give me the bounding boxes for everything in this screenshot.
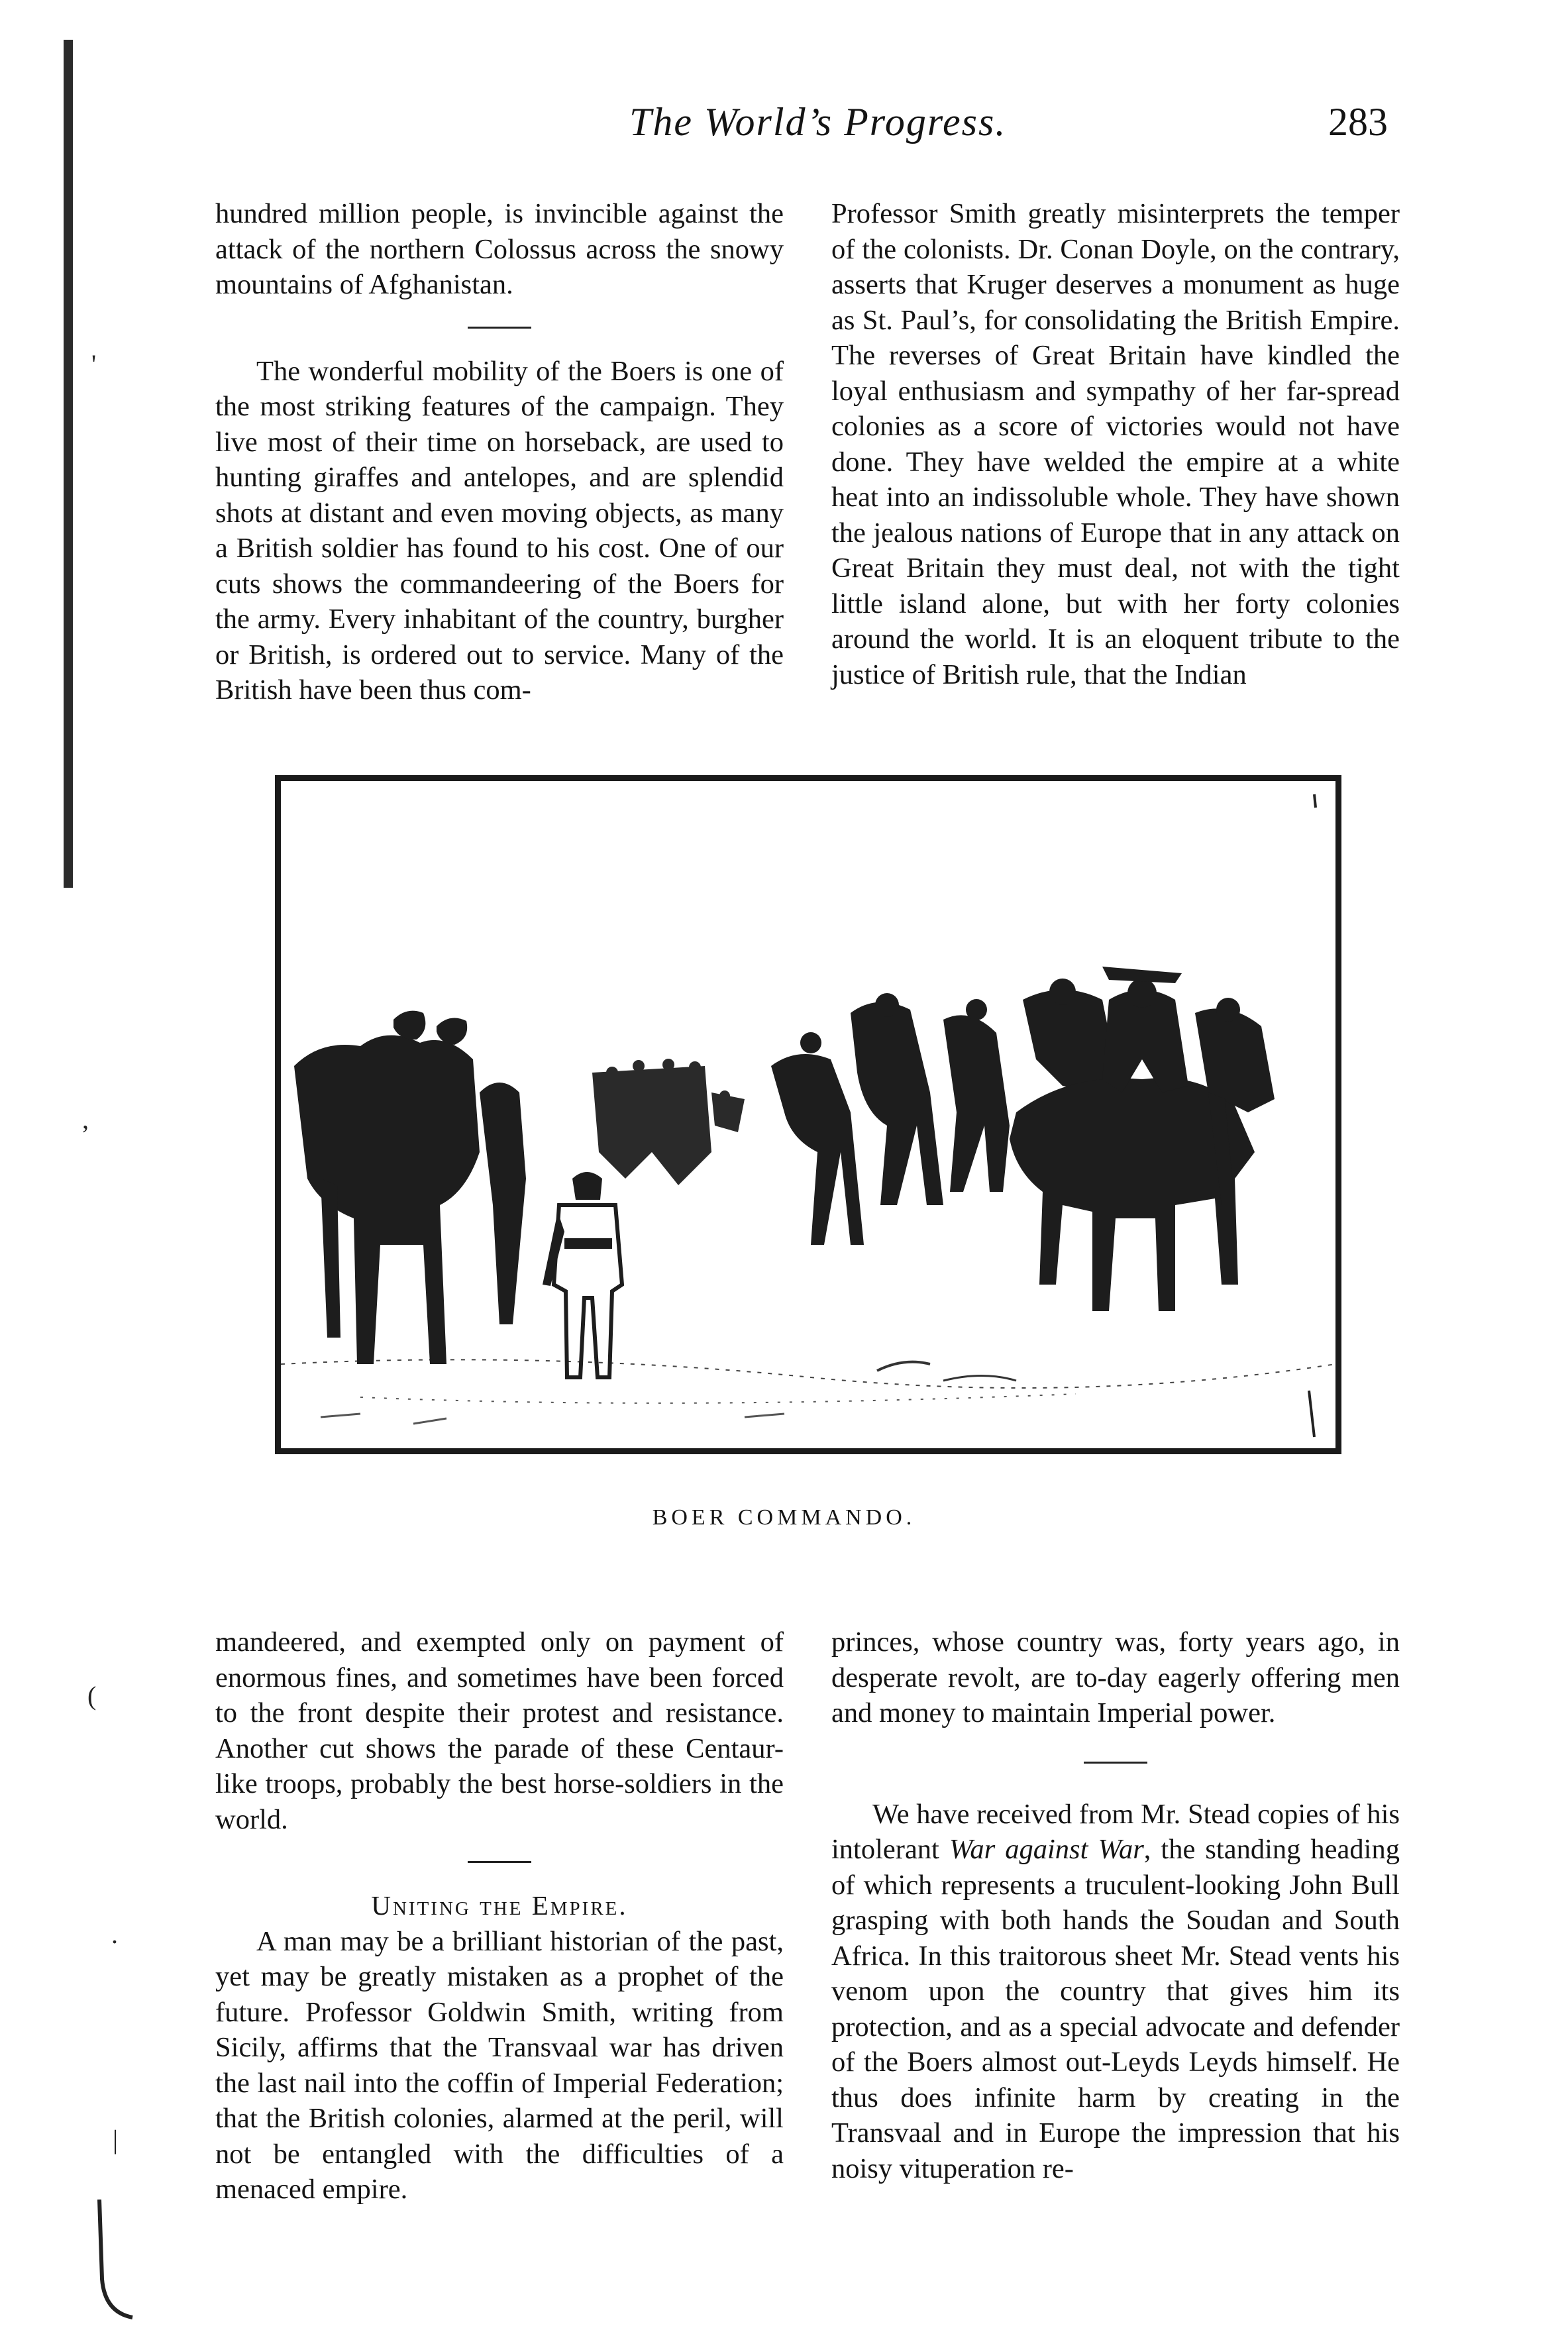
binding-edge-shadow	[64, 40, 73, 888]
paragraph: The wonderful mobility of the Boers is one of the most striking features of the campaign. They live most of their time on horseback, are used to hunting giraffes and antelopes, and are splendid shots at distant and even moving objects, as many a British soldier has found to his cost. One of our cuts shows the commandeering of the Boers for the army. Every inhabitant of the country, burgher or British, is ordered out to service. Many of the British have been thus com-	[215, 355, 784, 706]
margin-mark: '	[91, 349, 97, 379]
paragraph: Professor Smith greatly misinterprets the temper of the colonists. Dr. Conan Doyle, on the contrary, asserts that Kruger deserves a monument as huge as St. Paul’s, for consolidating the British Empire. The reverses of Great Britain have kindled the loyal enthusiasm and sympathy of her far-spread colonies as a score of victories would not have done. They have welded the empire at a white heat into an indissoluble whole. They have shown the jealous nations of Europe that in any attack on Great Britain they must deal, not with the tight little island alone, but with her forty colonies around the world. It is an eloquent tribute to the justice of British rule, that the Indian	[831, 198, 1400, 690]
journal-title: The World’s Progress.	[629, 100, 1007, 144]
engraving-picture	[281, 781, 1335, 1448]
column-bottom-left	[215, 1624, 784, 2207]
text-run: , the standing heading of which represents a truculent-looking John Bull grasping with both hands the Soudan and South Africa. In this traitorous sheet Mr. Stead vents his venom upon the country that gives him its protection, and as a special advocate and defender of the Boers almost out-Leyds Leyds himself. He thus does infinite harm by creating in the Transvaal and in Europe the impression that his noisy vituperation re-	[831, 1834, 1400, 2184]
figure-caption: BOER COMMANDO.	[652, 1505, 916, 1530]
running-head	[0, 99, 1568, 152]
column-bottom-right	[831, 1624, 1400, 2186]
margin-mark: |	[113, 2125, 119, 2154]
paragraph	[831, 1797, 1400, 2187]
section-divider	[1084, 1762, 1147, 1764]
column-top-right	[831, 196, 1400, 692]
margin-mark: (	[87, 1681, 97, 1711]
section-divider	[468, 1861, 531, 1863]
page-number: 283	[1328, 100, 1388, 144]
section-divider	[468, 327, 531, 329]
margin-mark: ,	[82, 1104, 89, 1134]
text-run: We have received from Mr. Stead copies of his intolerant	[831, 1798, 1400, 1865]
margin-mark: .	[111, 1919, 118, 1949]
column-top-left	[215, 196, 784, 708]
paragraph: A man may be a brilliant historian of the past, yet may be greatly mistaken as a prophet of the future. Professor Goldwin Smith, writing from Sicily, affirms that the Transvaal war has driven the last nail into the coffin of Imperial Federation; that the British colonies, alarmed at the peril, will not be entangled with the difficulties of a menaced empire.	[215, 1925, 784, 2205]
boer-commando-illustration	[275, 775, 1341, 1454]
paragraph: princes, whose country was, forty years ago, in desperate revolt, are to-day eagerly offering men and money to maintain Imperial power.	[831, 1626, 1400, 1728]
binding-curve	[79, 2200, 159, 2325]
paragraph: mandeered, and exempted only on payment of enormous fines, and sometimes have been forced to the front despite their protest and resistance. Another cut shows the parade of these Centaur-like troops, probably the best horse-soldiers in the world.	[215, 1626, 784, 1835]
section-heading: Uniting the Empire.	[371, 1890, 628, 1921]
publication-title: War against War	[949, 1834, 1144, 1865]
paragraph: hundred million people, is invincible against the attack of the northern Colossus across the snowy mountains of Afghanistan.	[215, 198, 784, 300]
